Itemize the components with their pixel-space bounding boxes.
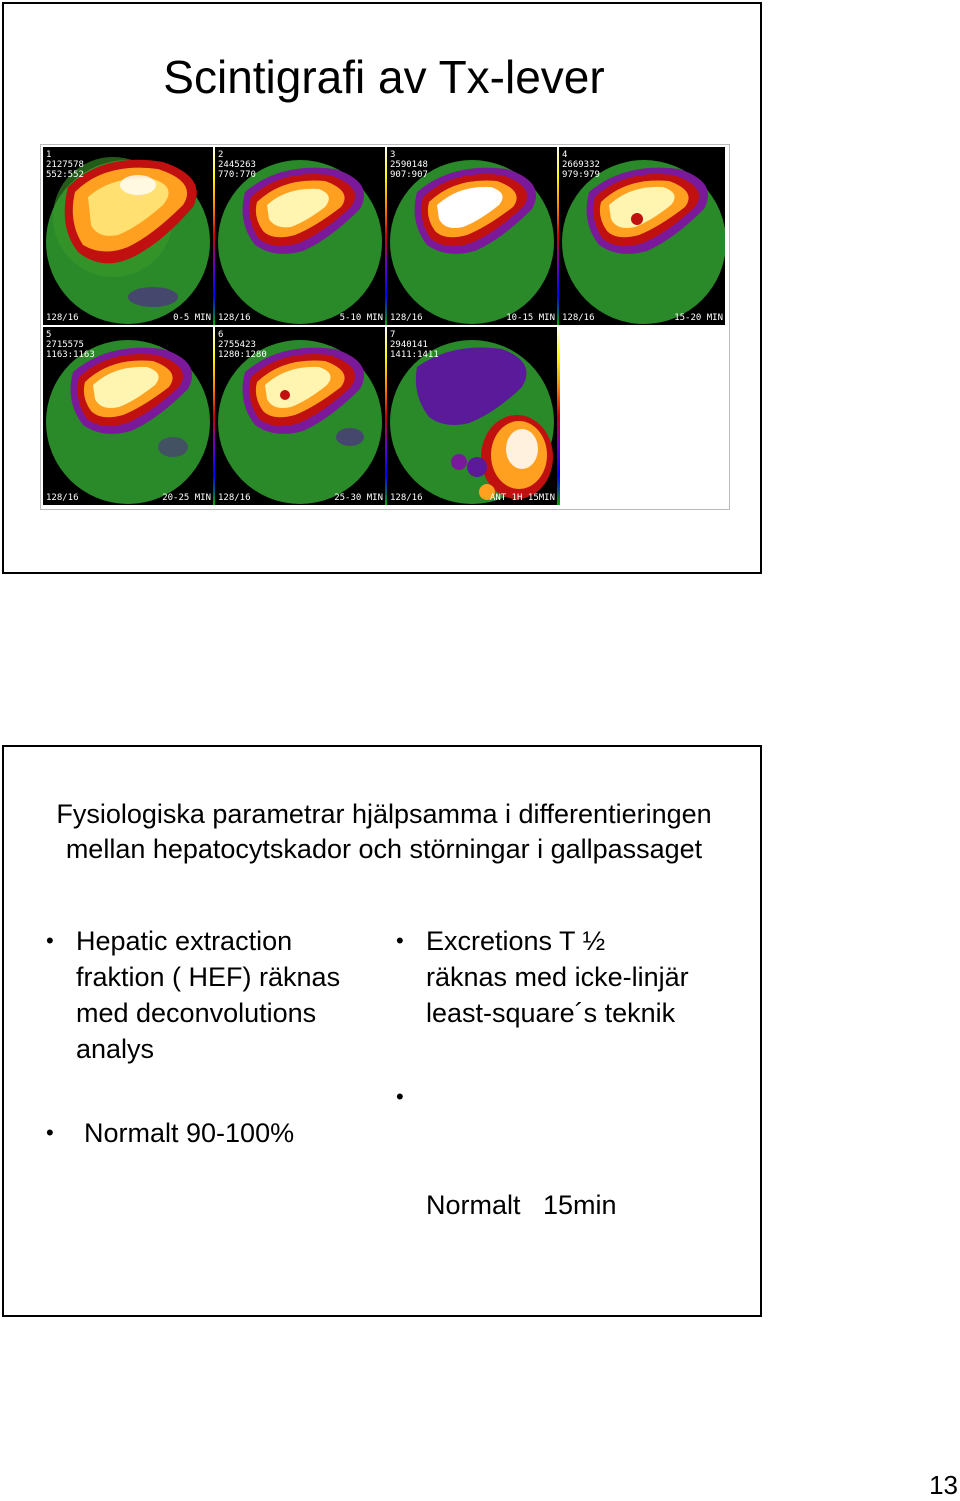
- panel-count: 2715575: [46, 340, 84, 350]
- page-number: 13: [929, 1470, 958, 1500]
- right-column: [396, 923, 746, 1031]
- subtitle-line-1: Fysiologiska parametrar hjälpsamma i differentieringen: [56, 799, 712, 829]
- panel-range: 552:552: [46, 170, 84, 180]
- panel-count: 2127578: [46, 160, 84, 170]
- panel-matrix: 128/16: [46, 313, 79, 323]
- left-bullet-2: Normalt 90-100%: [84, 1118, 295, 1148]
- panel-matrix: 128/16: [562, 313, 595, 323]
- panel-count: 2445263: [218, 160, 256, 170]
- panel-range: 1411:1411: [390, 350, 439, 360]
- text-line: Excretions T ½: [426, 926, 606, 956]
- panel-index: 1: [46, 150, 52, 160]
- panel-matrix: 128/16: [218, 493, 251, 503]
- panel-range: 979:979: [562, 170, 600, 180]
- subtitle-line-2: mellan hepatocytskador och störningar i gallpassaget: [65, 834, 703, 864]
- text-line: fraktion ( HEF) räknas: [76, 962, 341, 992]
- panel-matrix: 128/16: [218, 313, 251, 323]
- text-line: Hepatic extraction: [76, 926, 293, 956]
- scan-panel-1: [43, 147, 213, 325]
- right-bullet-2: Normalt 15min: [426, 1190, 617, 1220]
- right-bullet-1: [426, 923, 746, 1031]
- panel-index: 5: [46, 330, 52, 340]
- scan-panel-6: [215, 327, 385, 505]
- panel-time: 15-20 MIN: [674, 313, 723, 323]
- right-column-2: [396, 1079, 746, 1295]
- panel-time: 10-15 MIN: [506, 313, 555, 323]
- panel-time: ANT 1H 15MIN: [489, 493, 555, 503]
- panel-index: 3: [390, 150, 396, 160]
- panel-range: 907:907: [390, 170, 428, 180]
- panel-time: 0-5 MIN: [173, 313, 211, 323]
- panel-matrix: 128/16: [390, 493, 423, 503]
- bullet-marker: •: [396, 1084, 404, 1109]
- scan-image-grid: [40, 144, 730, 510]
- panel-count: 2940141: [390, 340, 428, 350]
- bullet-marker: •: [396, 928, 404, 953]
- left-column: [46, 923, 396, 1067]
- panel-count: 2590148: [390, 160, 428, 170]
- left-column-2: [46, 1115, 404, 1151]
- panel-range: 1280:1280: [218, 350, 267, 360]
- slide-title: Scintigrafi av Tx-lever: [163, 51, 605, 103]
- panel-count: 2669332: [562, 160, 600, 170]
- panel-time: 5-10 MIN: [339, 313, 383, 323]
- scan-panel-2: [215, 147, 385, 325]
- panel-range: 1163:1163: [46, 350, 95, 360]
- slide-subtitle: [4, 797, 764, 867]
- scan-panel-5: [43, 327, 213, 505]
- color-scale-bar: [557, 327, 560, 505]
- left-bullet-1: [76, 923, 396, 1067]
- bullet-marker: •: [46, 1120, 54, 1145]
- text-line: räknas med icke-linjär: [426, 962, 689, 992]
- bullet-marker: •: [46, 928, 54, 953]
- scan-panel-4: [559, 147, 725, 325]
- slide-parameters: [2, 745, 762, 1317]
- panel-count: 2755423: [218, 340, 256, 350]
- panel-index: 4: [562, 150, 568, 160]
- slide-scintigraphy: [2, 2, 762, 574]
- panel-matrix: 128/16: [390, 313, 423, 323]
- panel-index: 7: [390, 330, 396, 340]
- panel-time: 25-30 MIN: [334, 493, 383, 503]
- text-line: least-square´s teknik: [426, 998, 676, 1028]
- scan-panel-3: [387, 147, 557, 325]
- text-line: analys: [76, 1034, 155, 1064]
- panel-index: 2: [218, 150, 224, 160]
- panel-time: 20-25 MIN: [162, 493, 211, 503]
- panel-range: 770:770: [218, 170, 256, 180]
- panel-matrix: 128/16: [46, 493, 79, 503]
- text-line: med deconvolutions: [76, 998, 317, 1028]
- panel-index: 6: [218, 330, 224, 340]
- scan-panel-7: [387, 327, 557, 505]
